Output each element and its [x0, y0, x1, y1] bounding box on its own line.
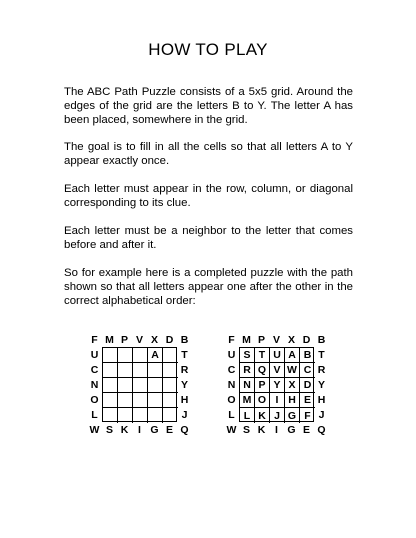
- clue-top: P: [257, 333, 265, 346]
- grid-cell: [103, 363, 118, 378]
- clue-left: O: [227, 393, 236, 406]
- grid-cell: M: [240, 393, 255, 408]
- grid-cell: [133, 408, 148, 423]
- grid-cell: Y: [270, 378, 285, 393]
- grid-cell: F: [304, 409, 311, 422]
- grid-cell: [118, 348, 133, 363]
- grid-cell: A: [148, 348, 163, 363]
- solved-puzzle: [224, 332, 329, 437]
- goal-paragraph: The goal is to fill in all the cells so that all letters A to Y appear exactly once.: [64, 141, 353, 167]
- grid-cell: [163, 408, 178, 423]
- clue-top: F: [91, 333, 98, 346]
- clue-bottom: S: [242, 423, 250, 436]
- grid-cell: [103, 378, 118, 393]
- grid-cell: [148, 378, 163, 393]
- clue-right: Y: [317, 378, 325, 391]
- clue-top: B: [317, 333, 326, 346]
- clue-right: R: [180, 363, 189, 376]
- clue-right: T: [181, 348, 188, 361]
- clue-bottom: W: [226, 423, 237, 436]
- clue-bottom: Q: [180, 423, 189, 436]
- grid-cell: N: [240, 378, 255, 393]
- clue-right: J: [181, 408, 188, 421]
- clue-right: H: [317, 393, 326, 406]
- clue-left: C: [90, 363, 99, 376]
- clue-right: Y: [180, 378, 188, 391]
- grid-cell: O: [255, 393, 270, 408]
- grid-cell: C: [300, 363, 315, 378]
- grid-cell: S: [240, 348, 255, 363]
- example-paragraph: So for example here is a completed puzzle with the path shown so that all letters appear one after the other in the correct alphabetical order:: [64, 267, 353, 307]
- grid-cell: P: [255, 378, 270, 393]
- clue-top: V: [135, 333, 143, 346]
- grid-cell: [163, 348, 178, 363]
- grid-cell: G: [285, 408, 300, 423]
- grid-cell: T: [255, 348, 270, 363]
- clue-top: F: [228, 333, 235, 346]
- clue-bottom: G: [287, 423, 296, 436]
- clue-bottom: I: [138, 423, 141, 436]
- clue-bottom: E: [302, 423, 310, 436]
- clue-bottom: K: [257, 423, 266, 436]
- clue-left: U: [227, 348, 236, 361]
- clue-right: T: [318, 348, 325, 361]
- clue-top: D: [302, 333, 311, 346]
- clue-left: L: [228, 408, 235, 421]
- clue-top: V: [272, 333, 280, 346]
- grid-cell: [163, 363, 178, 378]
- clue-top: X: [287, 333, 295, 346]
- grid-cell: Q: [255, 363, 270, 378]
- grid-cell: [103, 408, 118, 423]
- grid-cell: L: [240, 408, 255, 423]
- grid-cell: R: [240, 363, 255, 378]
- clue-right: H: [180, 393, 189, 406]
- grid-cell: X: [285, 378, 300, 393]
- clue-left: N: [227, 378, 236, 391]
- grid-cell: A: [285, 348, 300, 363]
- grid-cell: [118, 378, 133, 393]
- clue-bottom: I: [275, 423, 278, 436]
- clue-top: X: [150, 333, 158, 346]
- grid-cell: [118, 408, 133, 423]
- clue-bottom: G: [150, 423, 159, 436]
- clue-bottom: K: [120, 423, 129, 436]
- clue-top: M: [242, 333, 251, 346]
- clue-bottom: Q: [317, 423, 326, 436]
- unsolved-puzzle: [87, 332, 192, 437]
- clue-left: C: [227, 363, 236, 376]
- puzzle-grid: [239, 347, 314, 422]
- grid-cell: [118, 393, 133, 408]
- clue-top: B: [180, 333, 189, 346]
- intro-paragraph: The ABC Path Puzzle consists of a 5x5 grid. Around the edges of the grid are the letters B to Y. The letter A has been placed, somewhere in the grid.: [64, 86, 353, 126]
- clue-left: N: [90, 378, 99, 391]
- grid-cell: [148, 363, 163, 378]
- grid-cell: B: [300, 348, 315, 363]
- clue-bottom: E: [165, 423, 173, 436]
- clue-right: R: [317, 363, 326, 376]
- grid-cell: [133, 348, 148, 363]
- grid-cell: [118, 363, 133, 378]
- grid-cell: [148, 408, 163, 423]
- clue-rule-paragraph: Each letter must appear in the row, column, or diagonal corresponding to its clue.: [64, 183, 353, 209]
- clue-top: P: [120, 333, 128, 346]
- grid-cell: [103, 393, 118, 408]
- grid-cell: [133, 378, 148, 393]
- clue-right: J: [318, 408, 325, 421]
- page-title: HOW TO PLAY: [148, 40, 268, 59]
- grid-cell: U: [270, 348, 285, 363]
- grid-cell: [163, 378, 178, 393]
- clue-bottom: S: [105, 423, 113, 436]
- grid-cell: H: [285, 393, 300, 408]
- grid-cell: [133, 393, 148, 408]
- clue-bottom: W: [89, 423, 100, 436]
- clue-left: O: [90, 393, 99, 406]
- grid-cell: K: [255, 408, 270, 423]
- grid-cell: I: [270, 393, 285, 408]
- grid-cell: [163, 393, 178, 408]
- grid-cell: E: [300, 393, 315, 408]
- clue-left: U: [90, 348, 99, 361]
- grid-cell: J: [270, 408, 285, 423]
- grid-cell: W: [285, 363, 300, 378]
- grid-cell: V: [270, 363, 285, 378]
- grid-cell: [103, 348, 118, 363]
- clue-left: L: [91, 408, 98, 421]
- grid-cell: [148, 393, 163, 408]
- clue-top: D: [165, 333, 174, 346]
- neighbor-rule-paragraph: Each letter must be a neighbor to the letter that comes before and after it.: [64, 225, 353, 251]
- grid-cell: [133, 363, 148, 378]
- grid-cell: D: [300, 378, 315, 393]
- clue-top: M: [105, 333, 114, 346]
- puzzle-grid: [102, 347, 177, 422]
